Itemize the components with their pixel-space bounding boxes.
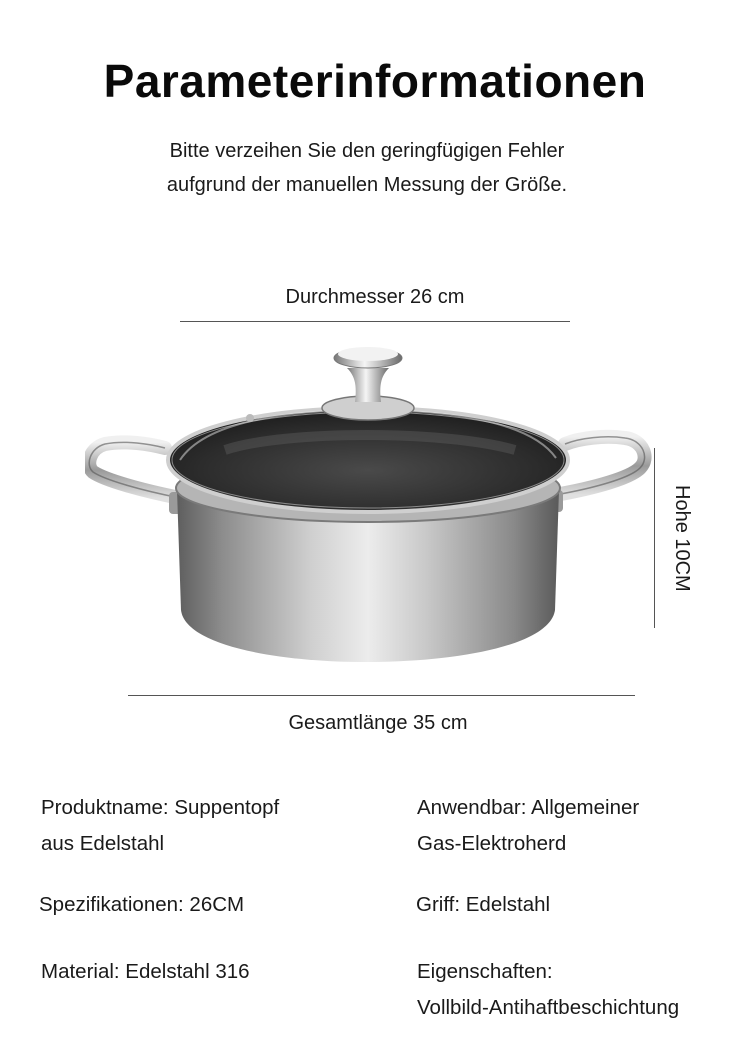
spec-product-name-line-2: aus Edelstahl — [41, 832, 165, 855]
spec-specification: Spezifikationen: 26CM — [39, 893, 245, 916]
spec-features — [417, 954, 679, 1026]
spec-applicable — [417, 790, 639, 862]
spec-features-line-2: Vollbild-Antihaftbeschichtung — [417, 996, 680, 1019]
spec-applicable-line-2: Gas-Elektroherd — [417, 832, 567, 855]
subtitle — [0, 134, 734, 202]
diameter-line — [180, 321, 570, 322]
total-length-line — [128, 695, 635, 696]
subtitle-line-2: aufgrund der manuellen Messung der Größe. — [166, 174, 568, 196]
spec-product-name-line-1: Produktname: Suppentopf — [41, 796, 280, 819]
lid-knob — [322, 347, 414, 420]
spec-handle: Griff: Edelstahl — [416, 893, 551, 916]
spec-applicable-line-1: Anwendbar: Allgemeiner — [417, 796, 640, 819]
spec-features-line-1: Eigenschaften: — [417, 960, 553, 983]
page-title: Parameterinformationen — [103, 55, 647, 107]
diameter-label: Durchmesser 26 cm — [285, 286, 465, 308]
subtitle-line-1: Bitte verzeihen Sie den geringfügigen Fehler — [169, 140, 565, 162]
total-length-label: Gesamtlänge 35 cm — [288, 712, 468, 734]
pot-image — [85, 340, 655, 675]
spec-product-name — [41, 790, 279, 862]
height-label: Hohe 10CM — [671, 485, 693, 592]
spec-material: Material: Edelstahl 316 — [41, 960, 250, 983]
height-line — [654, 448, 655, 628]
pot-lid — [168, 408, 568, 512]
